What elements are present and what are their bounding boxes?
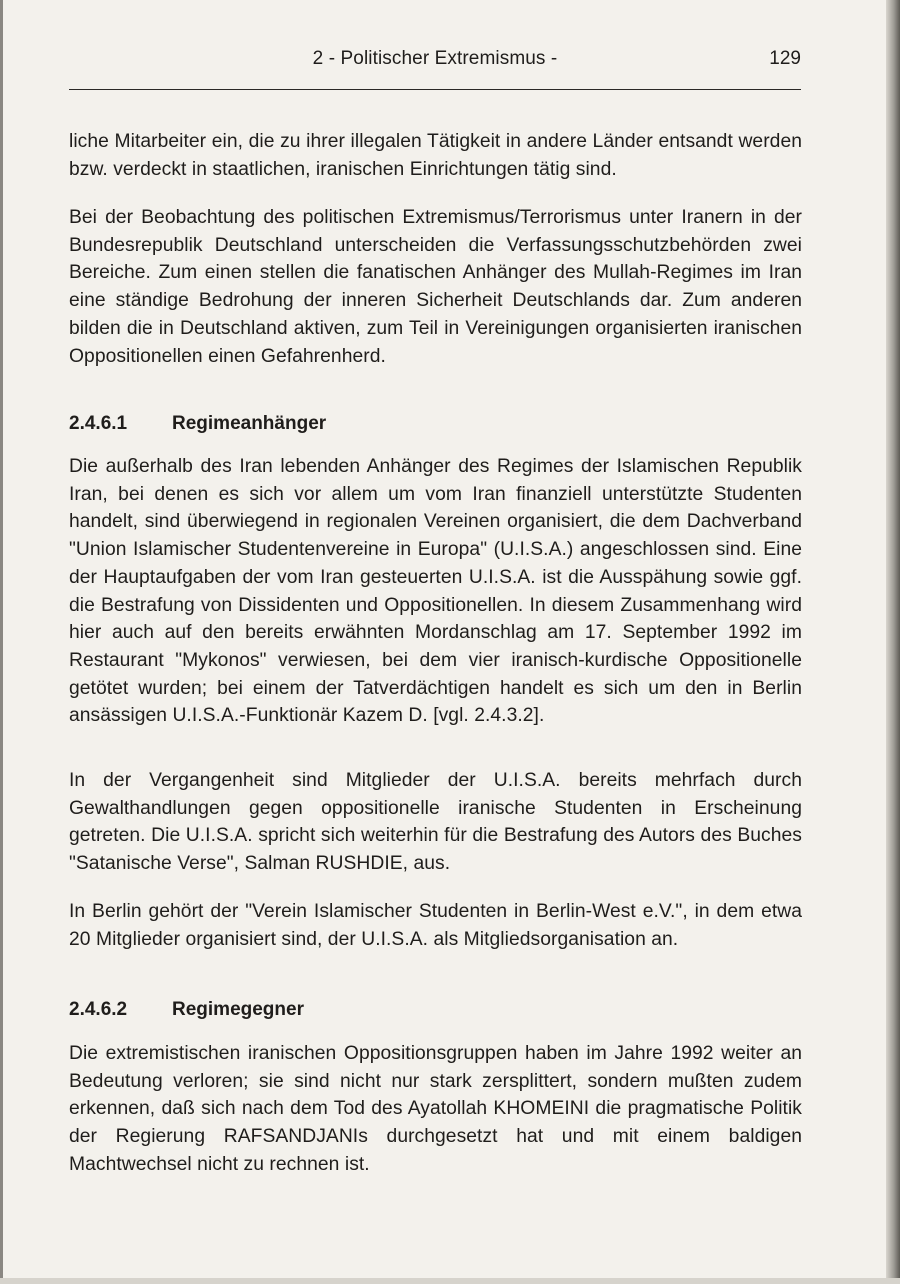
paragraph-gewalthandlungen: In der Vergangenheit sind Mitglieder der U.I.S.A. bereits mehrfach durch Gewalthandlungen gegen oppositionelle iranische Studenten in Erscheinung getreten. Die U.I.S.A. spricht sich weiterhin für die Bestrafung des Autors des Buches "Satanische Verse", Salman RUSHDIE, aus. (69, 770, 802, 875)
running-header (69, 48, 801, 76)
paragraph-regimegegner: Die extremistischen iranischen Oppositionsgruppen haben im Jahre 1992 weiter an Bedeutung verloren; sie sind nicht nur stark zersplittert, sondern mußten zudem erkennen, daß sich nach dem Tod des Ayatollah KHOMEINI die pragmatische Politik der Regierung RAFSANDJANIs durchgesetzt hat und mit einem baldigen Machtwechsel nicht zu rechnen ist. (69, 1043, 802, 1175)
section-title: Regimeanhänger (172, 413, 327, 434)
page-bottom-edge (0, 1278, 900, 1284)
paragraph-intro: Bei der Beobachtung des politischen Extremismus/Terrorismus unter Iranern in der Bundesrepublik Deutschland unterscheiden die Verfassungsschutzbehörden zwei Bereiche. Zum einen stellen die fanatischen Anhänger des Mullah-Regimes im Iran eine ständige Bedrohung der inneren Sicherheit Deutschlands dar. Zum anderen bilden die in Deutschland aktiven, zum Teil in Vereinigungen organisierten iranischen Oppositionellen einen Gefahrenherd. (69, 207, 802, 367)
paragraph-continuation: liche Mitarbeiter ein, die zu ihrer illegalen Tätigkeit in andere Länder entsandt werden bzw. verdeckt in staatlichen, iranischen Einrichtungen tätig sind. (69, 131, 802, 180)
page-number: 129 (769, 48, 801, 69)
section-heading-regimeanhaenger (69, 412, 326, 436)
paragraph-berlin-verein: In Berlin gehört der "Verein Islamischer Studenten in Berlin-West e.V.", in dem etwa 20 Mitglieder organisiert sind, der U.I.S.A. als Mitgliedsorganisation an. (69, 901, 802, 950)
section-number: 2.4.6.2 (69, 999, 128, 1020)
page-edge-shadow (886, 0, 900, 1284)
header-rule (69, 89, 801, 90)
section-number: 2.4.6.1 (69, 413, 128, 434)
paragraph-regimeanhaenger: Die außerhalb des Iran lebenden Anhänger des Regimes der Islamischen Republik Iran, bei denen es sich vor allem um vom Iran finanziell unterstützte Studenten handelt, sind überwiegend in regionalen Vereinen organisiert, die dem Dachverband "Union Islamischer Studentenvereine in Europa" (U.I.S.A.) angeschlossen sind. Eine der Hauptaufgaben der vom Iran gesteuerten U.I.S.A. ist die Ausspähung sowie ggf. die Bestrafung von Dissidenten und Oppositionellen. In diesem Zusammenhang wird hier auch auf den bereits erwähnten Mordanschlag am 17. September 1992 im Restaurant "Mykonos" verwiesen, bei dem vier iranisch-kurdische Oppositionelle getötet wurden; bei einem der Tatverdächtigen handelt es sich um den in Berlin ansässigen U.I.S.A.-Funktionär Kazem D. [vgl. 2.4.3.2]. (69, 456, 802, 727)
section-title: Regimegegner (172, 999, 304, 1020)
section-heading-regimegegner (69, 998, 304, 1022)
running-header-title: 2 - Politischer Extremismus - (312, 48, 558, 69)
